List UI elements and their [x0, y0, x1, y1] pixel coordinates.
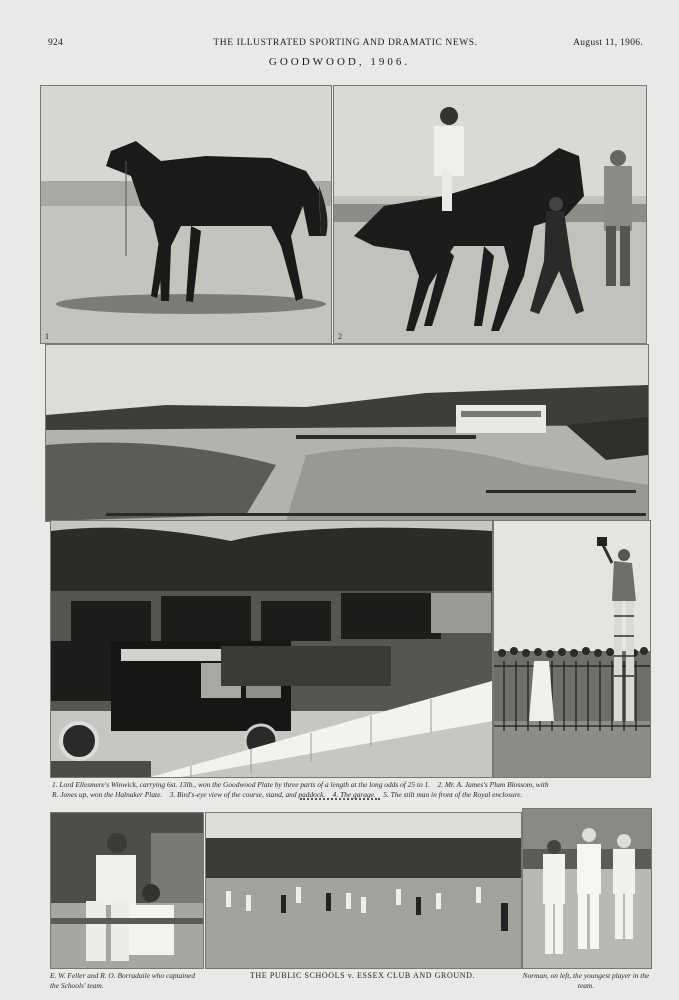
caption-garage: 4. The garage. — [332, 790, 376, 799]
stilt-man-image — [494, 521, 650, 777]
caption-stilt-man: 5. The stilt man in front of the Royal enclosure. — [383, 790, 523, 799]
section-divider — [300, 798, 380, 800]
photo-cricket-ground — [205, 812, 522, 969]
course-landscape-image — [46, 345, 648, 521]
caption-captains: E. W. Feller and R. O. Borradaile who captained the Schools' team. — [50, 971, 196, 990]
page-number: 924 — [48, 38, 64, 48]
players-image — [523, 809, 651, 968]
motor-cars-image — [51, 521, 492, 777]
caption-norman: Norman, on left, the youngest player in the team. — [522, 971, 650, 990]
photo-birds-eye-view — [45, 344, 649, 522]
photo-number-1: 1 — [45, 332, 49, 341]
photo-garage — [50, 520, 493, 778]
caption-plum-blossom: 2. Mr. A. James's Plum Blossom, with — [437, 780, 549, 789]
section-title: GOODWOOD, 1906. — [268, 56, 411, 68]
caption-public-schools: THE PUBLIC SCHOOLS v. ESSEX CLUB AND GROUND. — [249, 971, 476, 980]
cricket-match-image — [206, 813, 521, 968]
photo-norman — [522, 808, 652, 969]
publication-title: THE ILLUSTRATED SPORTING AND DRAMATIC NEWS. — [213, 38, 478, 48]
caption-birds-eye: 3. Bird's-eye view of the course, stand, and paddock. — [169, 790, 326, 799]
photo-captions — [52, 780, 643, 800]
photo-stilt-man — [493, 520, 651, 778]
photo-number-2: 2 — [338, 332, 342, 341]
captains-image — [51, 813, 203, 968]
caption-line-1 — [52, 780, 643, 790]
photo-winwick-horse — [40, 85, 332, 344]
issue-date: August 11, 1906. — [573, 38, 643, 48]
horse-standing-image — [41, 86, 331, 343]
caption-winwick: 1. Lord Ellesmere's Winwick, carrying 6st. 13lb., won the Goodwood Plate by three parts of a length at the long odds of 25 to 1. — [52, 780, 431, 789]
photo-team-captains — [50, 812, 204, 969]
photo-plum-blossom — [333, 85, 647, 344]
jockey-horse-image — [334, 86, 646, 343]
page-header — [48, 38, 643, 52]
caption-halnaker: R. Jones up, won the Halnaker Plate. — [52, 790, 163, 799]
